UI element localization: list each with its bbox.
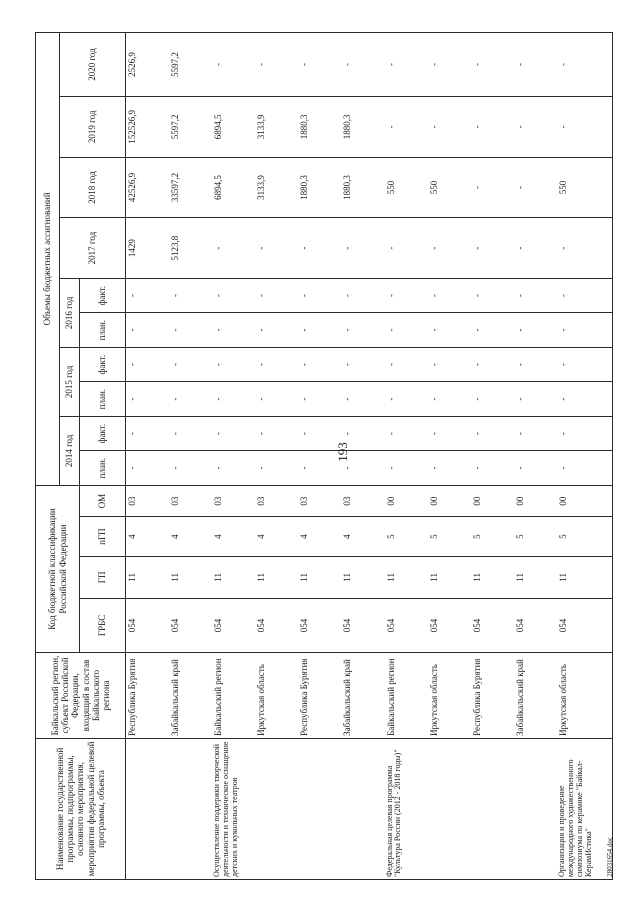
cell-v2018: 550 — [557, 157, 612, 218]
cell-v2017: - — [255, 218, 298, 279]
cell-grbs: 054 — [298, 598, 341, 652]
cell-v2018: 3133,9 — [255, 157, 298, 218]
cell-gp: 11 — [471, 556, 514, 598]
cell-gp: 11 — [514, 556, 557, 598]
cell-v2016p: - — [385, 313, 428, 348]
cell-v2015p: - — [471, 382, 514, 417]
cell-v2016f: - — [557, 278, 612, 313]
cell-v2018: 33597,2 — [169, 157, 212, 218]
header-fact-2015: факт. — [80, 347, 126, 382]
cell-v2014f: - — [255, 416, 298, 451]
cell-om: 03 — [341, 485, 384, 516]
table-row — [169, 33, 212, 880]
cell-v2014p: - — [557, 451, 612, 486]
cell-v2014p: - — [385, 451, 428, 486]
cell-v2015f: - — [514, 347, 557, 382]
cell-om: 03 — [255, 485, 298, 516]
header-year-2014: 2014 год — [60, 416, 80, 485]
cell-v2015p: - — [341, 382, 384, 417]
cell-v2018: 1880,3 — [341, 157, 384, 218]
cell-region: Забайкальский край — [341, 653, 384, 739]
cell-v2020: - — [341, 33, 384, 97]
cell-v2016p: - — [428, 313, 471, 348]
header-fact-2014: факт. — [80, 416, 126, 451]
cell-gp: 11 — [557, 556, 612, 598]
header-year-2019: 2019 год — [60, 97, 126, 158]
cell-grbs: 054 — [385, 598, 428, 652]
cell-v2014p: - — [341, 451, 384, 486]
cell-v2018: 1880,3 — [298, 157, 341, 218]
cell-v2014p: - — [298, 451, 341, 486]
cell-v2014f: - — [385, 416, 428, 451]
cell-v2016f: - — [255, 278, 298, 313]
cell-v2019: 1880,3 — [298, 97, 341, 158]
cell-om: 00 — [385, 485, 428, 516]
cell-v2016f: - — [428, 278, 471, 313]
table-row — [298, 33, 341, 880]
cell-gp: 11 — [212, 556, 255, 598]
cell-om: 00 — [471, 485, 514, 516]
cell-v2014f: - — [471, 416, 514, 451]
cell-v2020: - — [385, 33, 428, 97]
cell-grbs: 054 — [428, 598, 471, 652]
cell-pgp: 5 — [471, 517, 514, 557]
cell-gp: 11 — [298, 556, 341, 598]
cell-v2019: - — [428, 97, 471, 158]
header-year-2018: 2018 год — [60, 157, 126, 218]
cell-v2017: - — [471, 218, 514, 279]
cell-v2019: 5597,2 — [169, 97, 212, 158]
cell-v2016p: - — [255, 313, 298, 348]
cell-v2016p: - — [212, 313, 255, 348]
cell-v2015f: - — [385, 347, 428, 382]
cell-v2019: 3133,9 — [255, 97, 298, 158]
cell-v2016f: - — [385, 278, 428, 313]
cell-v2020: 2526,9 — [126, 33, 169, 97]
cell-v2016f: - — [514, 278, 557, 313]
cell-v2017: - — [557, 218, 612, 279]
header-year-2017: 2017 год — [60, 218, 126, 279]
cell-v2015f: - — [428, 347, 471, 382]
table-row — [255, 33, 298, 880]
cell-v2016p: - — [557, 313, 612, 348]
cell-v2020: - — [471, 33, 514, 97]
cell-grbs: 054 — [471, 598, 514, 652]
cell-v2015f: - — [212, 347, 255, 382]
header-year-2015: 2015 год — [60, 347, 80, 416]
cell-om: 03 — [298, 485, 341, 516]
cell-gp: 11 — [255, 556, 298, 598]
cell-v2016f: - — [212, 278, 255, 313]
cell-v2015p: - — [514, 382, 557, 417]
header-grbs: ГРБС — [80, 598, 126, 652]
header-name: Наименование государственной программы, подпрограммы, основного мероприятия, мероприятия федеральной целевой программы, объекта — [36, 738, 126, 879]
cell-v2015p: - — [255, 382, 298, 417]
header-plan-2016: план. — [80, 313, 126, 348]
cell-pgp: 5 — [514, 517, 557, 557]
cell-v2020: - — [428, 33, 471, 97]
cell-v2016p: - — [169, 313, 212, 348]
cell-om: 03 — [169, 485, 212, 516]
cell-v2015f: - — [471, 347, 514, 382]
cell-grbs: 054 — [126, 598, 169, 652]
cell-v2017: - — [341, 218, 384, 279]
table-row — [385, 33, 428, 880]
cell-pgp: 4 — [169, 517, 212, 557]
cell-om: 00 — [557, 485, 612, 516]
cell-v2019: - — [471, 97, 514, 158]
cell-gp: 11 — [428, 556, 471, 598]
cell-v2018: - — [514, 157, 557, 218]
cell-v2019: - — [557, 97, 612, 158]
cell-v2020: - — [514, 33, 557, 97]
table-row — [514, 33, 557, 880]
cell-v2020: - — [212, 33, 255, 97]
header-plan-2015: план. — [80, 382, 126, 417]
cell-v2014p: - — [169, 451, 212, 486]
cell-v2016f: - — [471, 278, 514, 313]
cell-v2019: - — [385, 97, 428, 158]
cell-v2017: - — [298, 218, 341, 279]
cell-name — [514, 738, 557, 879]
cell-v2015p: - — [298, 382, 341, 417]
cell-om: 03 — [212, 485, 255, 516]
cell-pgp: 4 — [212, 517, 255, 557]
cell-gp: 11 — [169, 556, 212, 598]
cell-v2020: - — [557, 33, 612, 97]
cell-v2017: - — [212, 218, 255, 279]
cell-v2015f: - — [298, 347, 341, 382]
cell-v2016f: - — [126, 278, 169, 313]
cell-region: Байкальский регион — [212, 653, 255, 739]
cell-v2018: - — [471, 157, 514, 218]
cell-v2014f: - — [298, 416, 341, 451]
cell-v2019: - — [514, 97, 557, 158]
cell-region: Республика Бурятия — [298, 653, 341, 739]
cell-v2017: 1429 — [126, 218, 169, 279]
cell-v2014f: - — [126, 416, 169, 451]
header-year-2020: 2020 год — [60, 33, 126, 97]
cell-v2015p: - — [428, 382, 471, 417]
cell-pgp: 4 — [255, 517, 298, 557]
table-row — [428, 33, 471, 880]
header-gp: ГП — [80, 556, 126, 598]
cell-v2016p: - — [471, 313, 514, 348]
cell-pgp: 5 — [557, 517, 612, 557]
budget-table-rotated — [35, 32, 613, 880]
header-plan-2014: план. — [80, 451, 126, 486]
header-year-2016: 2016 год — [60, 278, 80, 347]
cell-region: Байкальский регион — [385, 653, 428, 739]
cell-v2018: 6894,5 — [212, 157, 255, 218]
cell-v2015p: - — [126, 382, 169, 417]
cell-v2018: 550 — [428, 157, 471, 218]
cell-v2014f: - — [557, 416, 612, 451]
cell-v2016p: - — [126, 313, 169, 348]
cell-v2020: - — [298, 33, 341, 97]
cell-name — [341, 738, 384, 879]
cell-v2015f: - — [557, 347, 612, 382]
cell-om: 03 — [126, 485, 169, 516]
cell-v2014p: - — [514, 451, 557, 486]
cell-v2014f: - — [428, 416, 471, 451]
table-row — [126, 33, 169, 880]
cell-v2016p: - — [341, 313, 384, 348]
cell-v2014p: - — [126, 451, 169, 486]
cell-v2015f: - — [341, 347, 384, 382]
header-volumes: Объемы бюджетных ассигнований — [36, 33, 60, 486]
cell-name — [471, 738, 514, 879]
cell-grbs: 054 — [514, 598, 557, 652]
cell-name — [169, 738, 212, 879]
cell-v2014f: - — [212, 416, 255, 451]
table-row — [471, 33, 514, 880]
cell-v2016p: - — [298, 313, 341, 348]
cell-v2019: 152526,9 — [126, 97, 169, 158]
cell-v2016f: - — [341, 278, 384, 313]
cell-name — [298, 738, 341, 879]
cell-v2020: - — [255, 33, 298, 97]
table-row — [212, 33, 255, 880]
cell-gp: 11 — [126, 556, 169, 598]
cell-pgp: 5 — [428, 517, 471, 557]
cell-name — [428, 738, 471, 879]
header-fact-2016: факт. — [80, 278, 126, 313]
cell-v2015p: - — [212, 382, 255, 417]
cell-v2018: 42526,9 — [126, 157, 169, 218]
cell-v2017: - — [385, 218, 428, 279]
cell-pgp: 4 — [341, 517, 384, 557]
cell-grbs: 054 — [169, 598, 212, 652]
cell-grbs: 054 — [255, 598, 298, 652]
cell-v2018: 550 — [385, 157, 428, 218]
budget-table — [35, 32, 613, 880]
cell-name — [255, 738, 298, 879]
cell-v2015p: - — [385, 382, 428, 417]
cell-v2016f: - — [169, 278, 212, 313]
cell-name: Федеральная целевая программа "Культура России (2012 - 2018 годы)" — [385, 738, 428, 879]
cell-grbs: 054 — [341, 598, 384, 652]
cell-v2015p: - — [557, 382, 612, 417]
cell-v2020: 5597,2 — [169, 33, 212, 97]
cell-name: Организация и проведение международного художественного симпозиума по керамике "Байкал-КерамИстика" — [557, 738, 612, 879]
cell-name: Осуществление поддержки творческой деятельности и техническое оснащение детских и кукольных театров — [212, 738, 255, 879]
cell-region: Республика Бурятия — [126, 653, 169, 739]
table-row — [341, 33, 384, 880]
cell-v2014p: - — [428, 451, 471, 486]
cell-pgp: 4 — [298, 517, 341, 557]
cell-v2014f: - — [169, 416, 212, 451]
cell-v2014p: - — [255, 451, 298, 486]
cell-om: 00 — [428, 485, 471, 516]
header-region: Байкальский регион, субъект Российской Федерации, входящий в состав Байкальского региона — [36, 653, 126, 739]
cell-region: Иркутская область — [428, 653, 471, 739]
cell-grbs: 054 — [557, 598, 612, 652]
cell-v2016f: - — [298, 278, 341, 313]
cell-region: Иркутская область — [255, 653, 298, 739]
cell-v2015f: - — [255, 347, 298, 382]
cell-grbs: 054 — [212, 598, 255, 652]
cell-v2014f: - — [341, 416, 384, 451]
cell-name — [126, 738, 169, 879]
cell-pgp: 4 — [126, 517, 169, 557]
header-om: ОМ — [80, 485, 126, 516]
cell-v2019: 6894,5 — [212, 97, 255, 158]
table-body — [126, 33, 613, 880]
cell-v2014f: - — [514, 416, 557, 451]
cell-v2017: - — [514, 218, 557, 279]
cell-v2015f: - — [126, 347, 169, 382]
cell-gp: 11 — [341, 556, 384, 598]
cell-pgp: 5 — [385, 517, 428, 557]
cell-v2016p: - — [514, 313, 557, 348]
cell-gp: 11 — [385, 556, 428, 598]
cell-v2019: 1880,3 — [341, 97, 384, 158]
cell-region: Иркутская область — [557, 653, 612, 739]
cell-v2017: - — [428, 218, 471, 279]
cell-region: Республика Бурятия — [471, 653, 514, 739]
cell-v2017: 5123,8 — [169, 218, 212, 279]
document-page: 193 28031654.doc Наименование государственной программы, подпрограммы, основного мероприятия, мероприятия федеральной целевой программы, объекта Байкальский регион, субъект Российской Федерации, входящий в состав Байкальского региона Код бюджетной классификации Российской Федерации Объемы бюджетных ассигнований 2014 год 2015 год 2016 год 2017 год 2018 год 2019 год 2020 год ГРБС ГП пГП ОМ план. факт. план. факт. план. факт. Республика Бурятия 054 11 4 03 - - - - - - 1429 42526,9 152526,9 2526,9 Забайкальский край 054 11 4 03 - - - - - - 5123,8 33597,2 5597,2 5597,2 Осуществление поддержки творческой деятельности и техническое оснащение детских и кукольных театров Байкальский регион 054 11 4 03 - - - - - - - 6894,5 6894,5 - Иркутская область 054 11 4 03 - - - - - - - 3133,9 3133,9 - Республика Бурятия 054 11 4 03 - - - - - - - 1880,3 1880,3 - Забайкальский край 054 11 4 03 - - - - - - - 1880,3 1880,3 - Федеральная целевая программа "Культура России (2012 - 2018 годы)" Байкальский регион 054 11 5 00 - - - - - - - 550 - - Иркутская область 054 11 5 00 - - - - - - - 550 - - Республика Бурятия 054 11 5 00 - - - - - - - - - - Забайкальский край 054 11 5 00 - - - - - - - - - - Организация и проведение международного художественного симпозиума по керамике "Байкал-КерамИстика" Иркутская область 054 11 5 00 - - - - - - - 550 - - — [0, 0, 640, 905]
cell-v2015f: - — [169, 347, 212, 382]
cell-v2014p: - — [212, 451, 255, 486]
header-kbk: Код бюджетной классификации Российской Федерации — [36, 485, 80, 652]
cell-v2015p: - — [169, 382, 212, 417]
cell-region: Забайкальский край — [514, 653, 557, 739]
cell-v2014p: - — [471, 451, 514, 486]
cell-region: Забайкальский край — [169, 653, 212, 739]
cell-om: 00 — [514, 485, 557, 516]
table-row — [557, 33, 612, 880]
header-pgp: пГП — [80, 517, 126, 557]
